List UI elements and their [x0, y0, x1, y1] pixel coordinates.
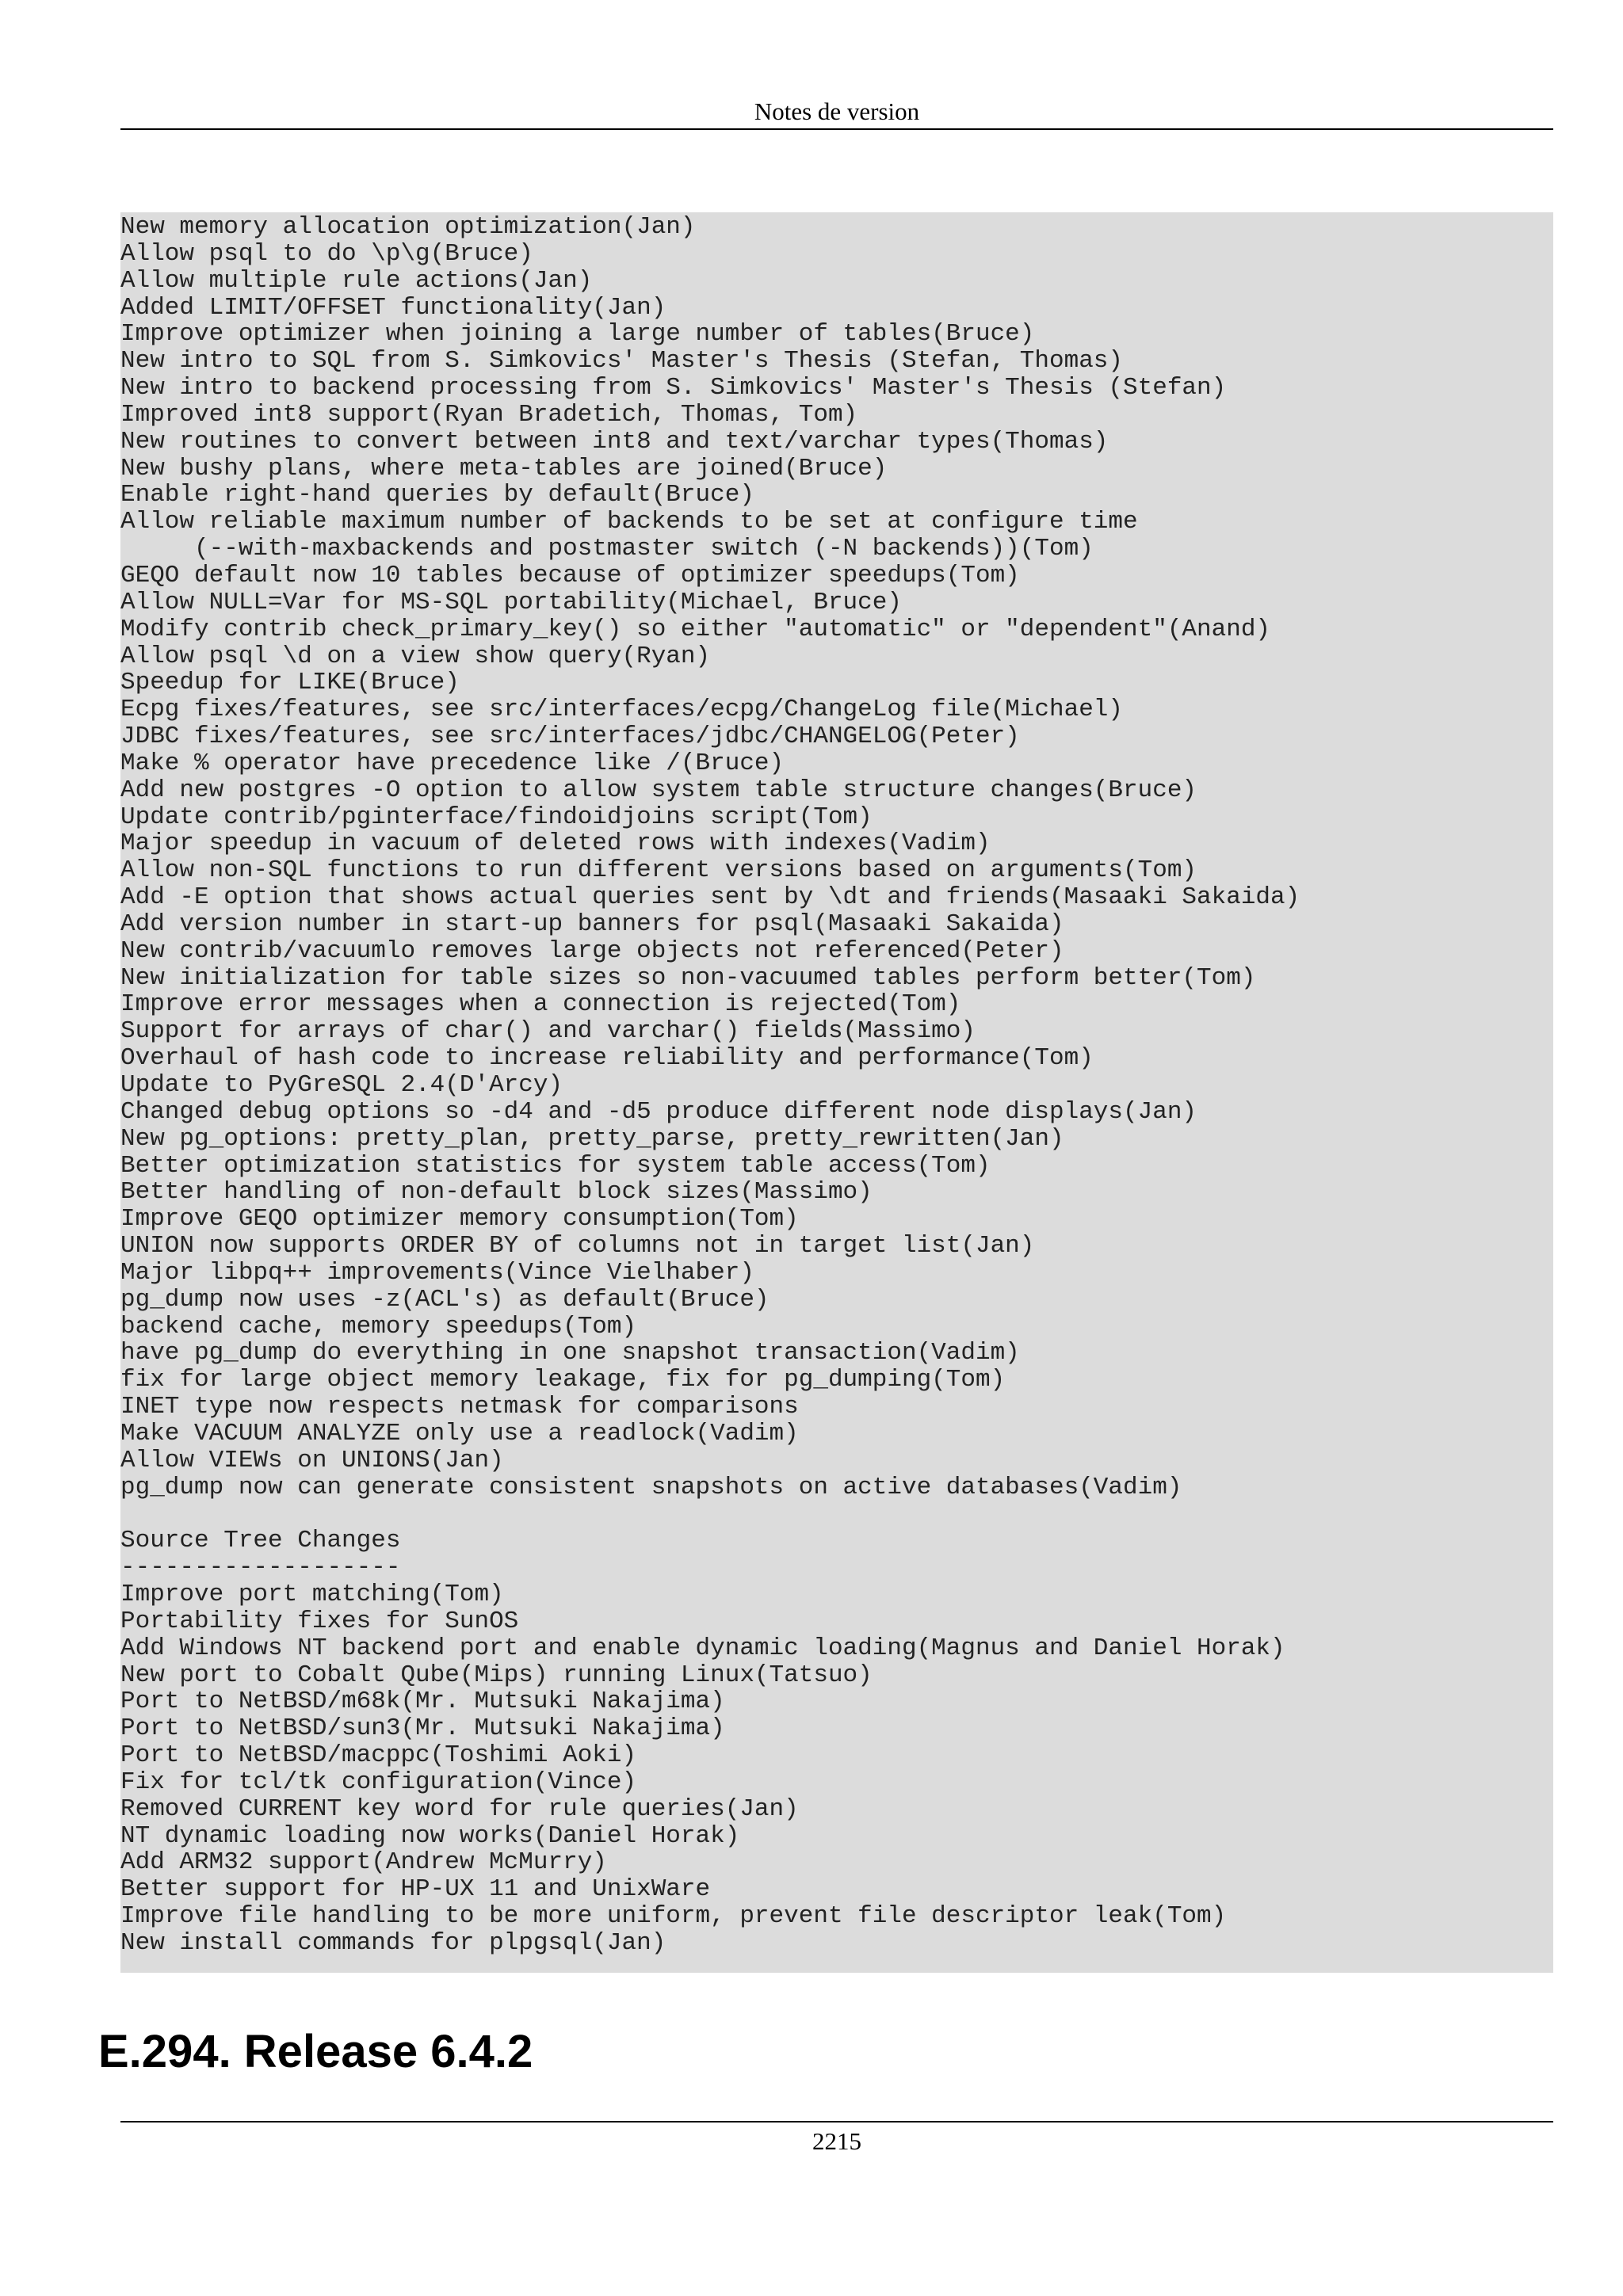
code-line: Allow psql to do \p\g(Bruce) [120, 239, 533, 268]
code-line: Port to NetBSD/m68k(Mr. Mutsuki Nakajima) [120, 1688, 725, 1716]
code-line: Enable right-hand queries by default(Bruce) [120, 481, 754, 509]
code-line: Add Windows NT backend port and enable dynamic loading(Magnus and Daniel Horak) [120, 1634, 1285, 1662]
code-line: Allow multiple rule actions(Jan) [120, 266, 593, 295]
code-line: Added LIMIT/OFFSET functionality(Jan) [120, 293, 666, 322]
header-rule [120, 128, 1553, 130]
code-line: New routines to convert between int8 and text/varchar types(Thomas) [120, 427, 1109, 456]
code-line: New bushy plans, where meta-tables are joined(Bruce) [120, 454, 888, 482]
code-line: fix for large object memory leakage, fix for pg_dumping(Tom) [120, 1366, 1006, 1394]
code-line: Improve port matching(Tom) [120, 1581, 504, 1609]
code-line: backend cache, memory speedups(Tom) [120, 1312, 637, 1341]
code-line: Source Tree Changes [120, 1527, 401, 1555]
code-line: Better optimization statistics for system table access(Tom) [120, 1151, 991, 1180]
code-line: Allow psql \d on a view show query(Ryan) [120, 642, 711, 670]
code-line: Major libpq++ improvements(Vince Vielhaber) [120, 1258, 754, 1287]
code-line: Allow NULL=Var for MS-SQL portability(Michael, Bruce) [120, 588, 902, 616]
code-line: Improve GEQO optimizer memory consumption(Tom) [120, 1205, 799, 1234]
code-line: Overhaul of hash code to increase reliability and performance(Tom) [120, 1044, 1094, 1073]
code-line: Improve file handling to be more uniform, prevent file descriptor leak(Tom) [120, 1902, 1227, 1931]
code-line: NT dynamic loading now works(Daniel Horak) [120, 1821, 740, 1850]
code-line: (--with-maxbackends and postmaster switch (-N backends))(Tom) [120, 535, 1094, 563]
code-line: New intro to backend processing from S. Simkovics' Master's Thesis (Stefan) [120, 374, 1227, 402]
code-line: Removed CURRENT key word for rule queries(Jan) [120, 1794, 799, 1823]
code-line: Port to NetBSD/macppc(Toshimi Aoki) [120, 1741, 637, 1770]
code-line: ------------------- [120, 1554, 401, 1582]
code-line: New initialization for table sizes so non-vacuumed tables perform better(Tom) [120, 963, 1256, 992]
code-line: INET type now respects netmask for comparisons [120, 1393, 799, 1421]
release-notes-code-text [120, 214, 1300, 1957]
code-line: Add new postgres -O option to allow system table structure changes(Bruce) [120, 776, 1197, 804]
code-line: New memory allocation optimization(Jan) [120, 213, 696, 241]
code-line: Speedup for LIKE(Bruce) [120, 669, 460, 697]
running-header: Notes de version [754, 97, 920, 125]
code-line: Add version number in start-up banners for psql(Masaaki Sakaida) [120, 910, 1064, 938]
code-line: Add -E option that shows actual queries sent by \dt and friends(Masaaki Sakaida) [120, 883, 1300, 912]
footer-rule [120, 2121, 1553, 2122]
code-line: Support for arrays of char() and varchar() fields(Massimo) [120, 1017, 976, 1046]
code-line: Allow VIEWs on UNIONS(Jan) [120, 1446, 504, 1474]
section-title: E.294. Release 6.4.2 [98, 2026, 533, 2077]
code-line: New install commands for plpgsql(Jan) [120, 1929, 666, 1957]
code-line: JDBC fixes/features, see src/interfaces/jdbc/CHANGELOG(Peter) [120, 723, 1020, 751]
code-line: New port to Cobalt Qube(Mips) running Linux(Tatsuo) [120, 1661, 873, 1689]
code-line: Ecpg fixes/features, see src/interfaces/ecpg/ChangeLog file(Michael) [120, 696, 1124, 724]
code-line: Improved int8 support(Ryan Bradetich, Thomas, Tom) [120, 400, 858, 429]
code-line: Improve error messages when a connection is rejected(Tom) [120, 990, 961, 1019]
code-line: pg_dump now can generate consistent snapshots on active databases(Vadim) [120, 1473, 1182, 1501]
page-number: 2215 [812, 2127, 861, 2155]
code-line: Fix for tcl/tk configuration(Vince) [120, 1768, 637, 1796]
code-line: Update to PyGreSQL 2.4(D'Arcy) [120, 1071, 563, 1099]
code-line: Changed debug options so -d4 and -d5 produce different node displays(Jan) [120, 1097, 1197, 1126]
code-line: New contrib/vacuumlo removes large objects not referenced(Peter) [120, 936, 1064, 965]
code-line: Allow non-SQL functions to run different versions based on arguments(Tom) [120, 856, 1197, 885]
code-line: Modify contrib check_primary_key() so either "automatic" or "dependent"(Anand) [120, 615, 1271, 643]
release-notes-code-block [120, 212, 1553, 1973]
code-line: Better handling of non-default block sizes(Massimo) [120, 1178, 873, 1207]
code-line: Major speedup in vacuum of deleted rows with indexes(Vadim) [120, 830, 991, 858]
code-line: Make VACUUM ANALYZE only use a readlock(Vadim) [120, 1419, 799, 1447]
code-line: pg_dump now uses -z(ACL's) as default(Bruce) [120, 1285, 769, 1314]
code-line: Allow reliable maximum number of backends to be set at configure time [120, 508, 1138, 536]
code-line: New pg_options: pretty_plan, pretty_parse, pretty_rewritten(Jan) [120, 1124, 1064, 1153]
code-line: GEQO default now 10 tables because of optimizer speedups(Tom) [120, 561, 1020, 589]
code-line: Port to NetBSD/sun3(Mr. Mutsuki Nakajima) [120, 1714, 725, 1743]
code-line: have pg_dump do everything in one snapshot transaction(Vadim) [120, 1339, 1020, 1367]
code-line: Make % operator have precedence like /(Bruce) [120, 749, 785, 777]
code-line: Update contrib/pginterface/findoidjoins script(Tom) [120, 803, 873, 831]
code-line: Portability fixes for SunOS [120, 1607, 519, 1635]
code-line: Add ARM32 support(Andrew McMurry) [120, 1848, 607, 1877]
code-line: Better support for HP-UX 11 and UnixWare [120, 1875, 711, 1904]
code-line: UNION now supports ORDER BY of columns not in target list(Jan) [120, 1232, 1035, 1261]
code-line: New intro to SQL from S. Simkovics' Master's Thesis (Stefan, Thomas) [120, 347, 1124, 376]
code-line: Improve optimizer when joining a large number of tables(Bruce) [120, 320, 1035, 349]
